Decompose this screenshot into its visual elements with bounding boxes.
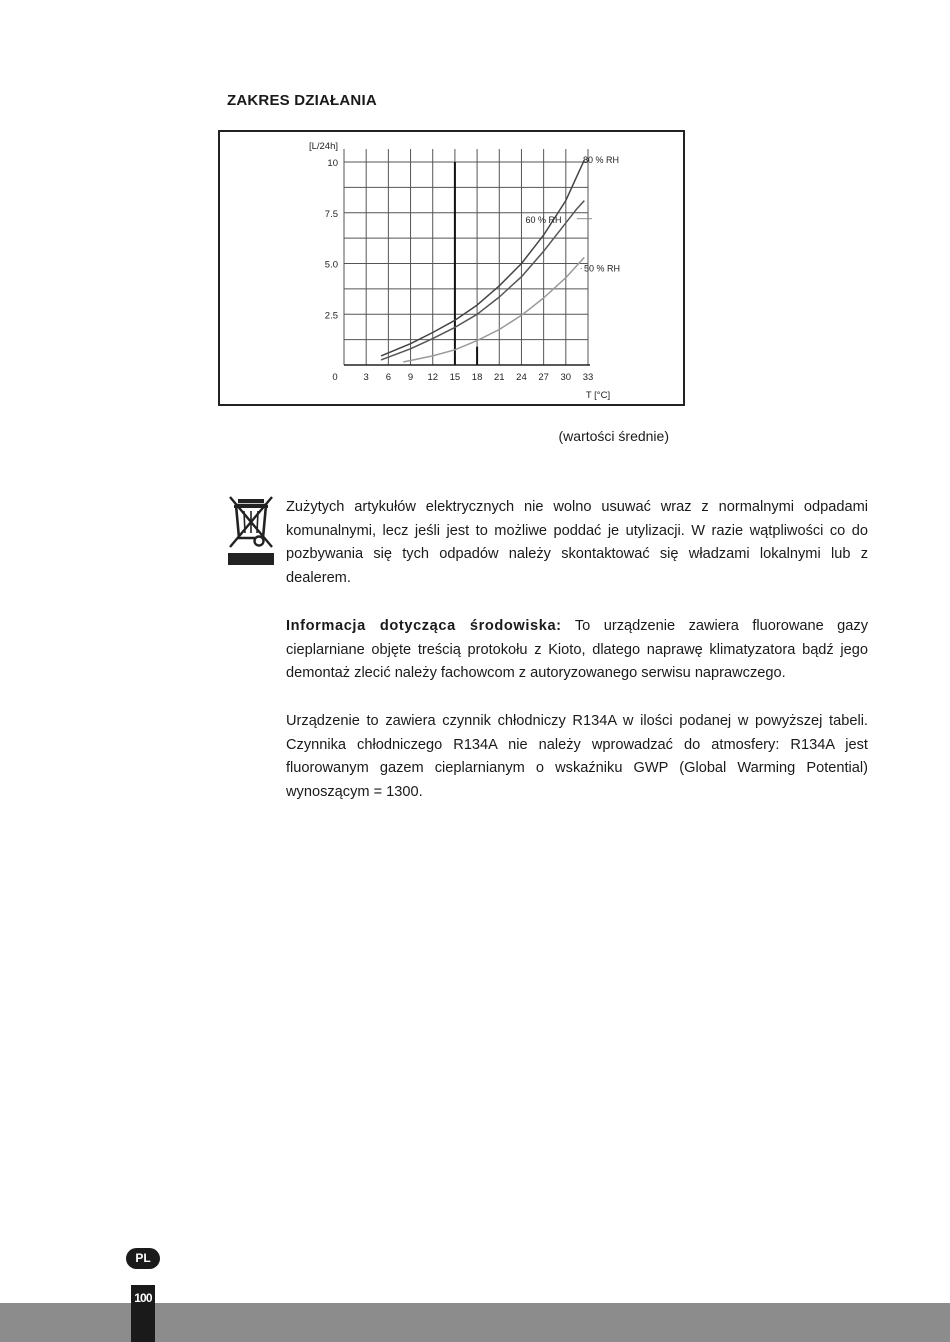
- section-title: ZAKRES DZIAŁANIA: [227, 92, 377, 109]
- refrigerant-paragraph: Urządzenie to zawiera czynnik chłodniczy R134A w ilości podanej w powyższej tabeli. Czynnika chłodniczego R134A nie należy wprowadzać do atmosfery: R134A jest fluorowanym gazem cieplarnianym o wskaźniku GWP (Global Warming Potential) wynoszącym = 1300.: [286, 713, 868, 800]
- chart-canvas: [220, 132, 683, 404]
- environment-paragraph: [286, 615, 868, 686]
- operating-range-chart: [218, 130, 685, 406]
- x-tick-label: 6: [385, 372, 392, 383]
- y-tick-label: 5.0: [324, 259, 338, 271]
- y-tick-label: 2.5: [324, 310, 338, 322]
- y-tick-label: 10: [327, 158, 338, 169]
- y-axis-label: [L/24h]: [308, 141, 338, 152]
- x-tick-label: 3: [363, 372, 369, 383]
- chart-note: (wartości średnie): [558, 428, 669, 444]
- x-tick-label: 21: [493, 372, 505, 383]
- disposal-paragraph: Zużytych artykułów elektrycznych nie wolno usuwać wraz z normalnymi odpadami komunalnymi, lecz jeśli jest to możliwe poddać je utylizacji. W razie wątpliwości co do pozbywania się tych odpadów należy skontaktować się władzami lokalnymi lub z dealerem.: [286, 499, 868, 586]
- x-tick-label: 30: [560, 372, 572, 383]
- series-label: 60 % RH: [525, 214, 562, 225]
- x-axis-label: T [°C]: [585, 390, 611, 401]
- y-tick-label: 7.5: [324, 208, 338, 220]
- x-tick-label: 24: [516, 372, 527, 383]
- x-tick-label: 12: [427, 372, 439, 383]
- page-number: 100: [131, 1285, 155, 1342]
- crossed-out-wheelie-bin-icon: [228, 495, 274, 565]
- environment-text: To urządzenie zawiera fluorowane gazy cieplarniane objęte treścią protokołu z Kioto, dlatego naprawę klimatyzatora bądź jego demontaż zlecić należy fachowcom z autoryzowanego serwisu naprawczego.: [286, 618, 868, 682]
- x-tick-label: 9: [407, 372, 414, 383]
- series-line: [403, 257, 584, 362]
- x-tick-label: 18: [471, 372, 483, 383]
- x-tick-label: 33: [582, 372, 594, 383]
- x-tick-label: 15: [449, 372, 461, 383]
- series-label: 80 % RH: [583, 155, 620, 165]
- x-tick-label: 27: [538, 372, 549, 383]
- language-badge: PL: [126, 1248, 160, 1269]
- series-line: [381, 160, 584, 356]
- environment-heading: Informacja dotycząca środowiska:: [286, 618, 562, 634]
- origin-label: 0: [332, 372, 338, 383]
- series-label: 50 % RH: [584, 263, 621, 274]
